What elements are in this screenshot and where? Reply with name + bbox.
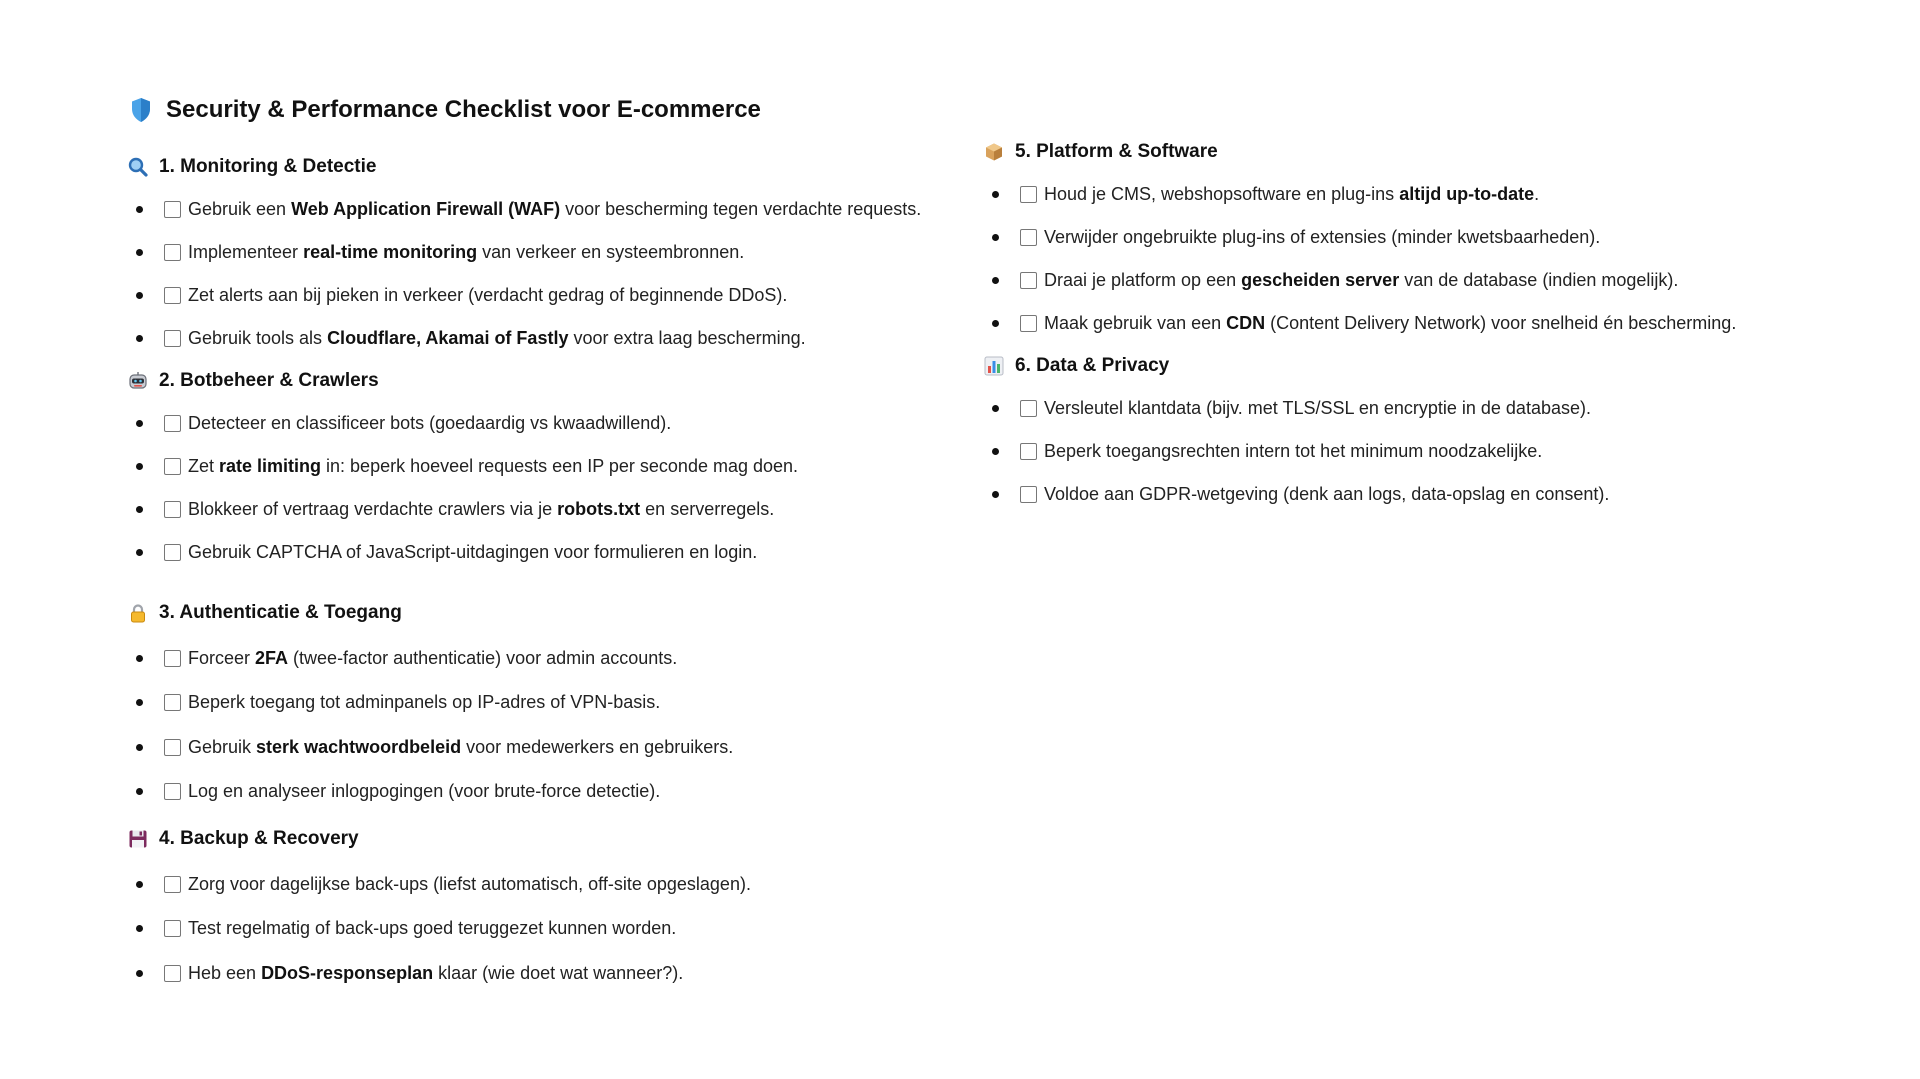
item-text-segment: (Content Delivery Network) voor snelheid én bescherming. [1265, 313, 1737, 333]
checklist-item [984, 173, 1736, 216]
item-text [1044, 313, 1736, 334]
item-text-segment: Forceer [188, 647, 256, 668]
bullet-icon [136, 655, 143, 662]
checklist-item [128, 188, 921, 231]
checklist-item [128, 488, 921, 531]
checklist-item [128, 231, 921, 274]
item-text [188, 648, 677, 669]
checklist-item [984, 387, 1736, 430]
item-text-segment: voor bescherming tegen verdachte requests. [560, 199, 922, 219]
item-text-segment: Gebruik [188, 736, 257, 757]
checkbox[interactable] [164, 330, 181, 347]
bullet-icon [136, 420, 143, 427]
checkbox[interactable] [164, 544, 181, 561]
checkbox[interactable] [1020, 272, 1037, 289]
item-text-segment: Zet [188, 456, 220, 476]
item-text [1044, 441, 1542, 462]
item-text-segment: en serverregels. [640, 499, 775, 519]
bullet-icon [992, 320, 999, 327]
checkbox[interactable] [1020, 486, 1037, 503]
item-text-segment: . [1534, 184, 1540, 204]
checklist [128, 862, 921, 996]
checklist-item [128, 681, 921, 726]
checkbox[interactable] [164, 244, 181, 261]
checklist-item [128, 531, 921, 574]
section-authenticatie [128, 598, 921, 814]
item-text-segment: Heb een [188, 962, 262, 983]
item-text-segment: Log en analyseer inlogpogingen (voor brute-force detectie). [188, 781, 661, 802]
item-text [1044, 484, 1609, 505]
bullet-icon [992, 405, 999, 412]
checklist-item [984, 430, 1736, 473]
item-text-segment: Houd je CMS, webshopsoftware en plug-ins [1044, 184, 1400, 204]
section-title: 3. Authenticatie & Toegang [159, 602, 402, 623]
item-text [188, 918, 676, 939]
bullet-icon [992, 191, 999, 198]
item-text-segment: Gebruik tools als [188, 328, 328, 348]
section-title: 5. Platform & Software [1015, 141, 1218, 162]
bullet-icon [136, 463, 143, 470]
bullet-icon [136, 699, 143, 706]
checklist-item [128, 951, 921, 996]
item-text-segment: Draai je platform op een [1044, 270, 1242, 290]
item-text [188, 499, 774, 520]
item-text-segment: (twee-factor authenticatie) voor admin accounts. [288, 647, 678, 668]
checkbox[interactable] [164, 965, 181, 982]
bullet-icon [136, 744, 143, 751]
item-text [1044, 227, 1600, 248]
item-text [188, 542, 757, 563]
item-text-segment: in: beperk hoeveel requests een IP per seconde mag doen. [321, 456, 799, 476]
item-text-emphasis: sterk wachtwoordbeleid [256, 736, 462, 757]
checklist-item [128, 907, 921, 952]
bullet-icon [136, 970, 143, 977]
checklist-item [128, 402, 921, 445]
item-text-segment: Zorg voor dagelijkse back-ups (liefst automatisch, off-site opgeslagen). [188, 873, 751, 894]
checkbox[interactable] [164, 287, 181, 304]
bullet-icon [136, 206, 143, 213]
item-text [188, 737, 733, 758]
section-title: 4. Backup & Recovery [159, 828, 359, 849]
item-text-segment: Beperk toegangsrechten intern tot het minimum noodzakelijke. [1044, 441, 1543, 461]
item-text [188, 242, 744, 263]
item-text-emphasis: DDoS-responseplan [261, 962, 434, 983]
item-text [188, 781, 660, 802]
section-platform [984, 137, 1736, 345]
item-text-segment: Versleutel klantdata (bijv. met TLS/SSL en encryptie in de database). [1044, 398, 1591, 418]
checkbox[interactable] [164, 783, 181, 800]
item-text-segment: Test regelmatig of back-ups goed teruggezet kunnen worden. [188, 918, 677, 939]
item-text [188, 874, 751, 895]
magnifier-icon [128, 157, 148, 177]
item-text-segment: Voldoe aan GDPR-wetgeving (denk aan logs, data-opslag en consent). [1044, 484, 1610, 504]
checkbox[interactable] [164, 739, 181, 756]
bullet-icon [992, 277, 999, 284]
section-data-privacy [984, 351, 1736, 516]
item-text-segment: Maak gebruik van een [1044, 313, 1227, 333]
checklist-item [984, 473, 1736, 516]
left-column [128, 152, 921, 996]
checklist [984, 173, 1736, 345]
checklist-item [984, 216, 1736, 259]
bullet-icon [992, 491, 999, 498]
item-text-segment: van verkeer en systeembronnen. [477, 242, 745, 262]
checkbox[interactable] [164, 694, 181, 711]
item-text-emphasis: Web Application Firewall (WAF) [291, 199, 561, 219]
checklist-item [128, 636, 921, 681]
checkbox[interactable] [164, 650, 181, 667]
item-text-segment: van de database (indien mogelijk). [1399, 270, 1679, 290]
item-text-segment: Detecteer en classificeer bots (goedaardig vs kwaadwillend). [188, 413, 672, 433]
item-text-segment: Gebruik een [188, 199, 292, 219]
checkbox[interactable] [164, 876, 181, 893]
item-text-emphasis: gescheiden server [1241, 270, 1400, 290]
bullet-icon [992, 234, 999, 241]
section-heading [984, 351, 1736, 381]
section-heading [128, 598, 921, 628]
checkbox[interactable] [164, 201, 181, 218]
checklist-item [128, 725, 921, 770]
bullet-icon [136, 335, 143, 342]
section-title: 1. Monitoring & Detectie [159, 156, 377, 177]
item-text-segment: Beperk toegang tot adminpanels op IP-adres of VPN-basis. [188, 692, 661, 713]
checklist-item [128, 274, 921, 317]
checkbox[interactable] [164, 458, 181, 475]
item-text [1044, 398, 1591, 419]
section-heading [984, 137, 1736, 167]
item-text-emphasis: Cloudflare, Akamai of Fastly [327, 328, 569, 348]
checklist-item [128, 862, 921, 907]
bullet-icon [136, 549, 143, 556]
bullet-icon [136, 881, 143, 888]
right-column [984, 137, 1736, 516]
checklist-item [128, 445, 921, 488]
package-icon [984, 142, 1004, 162]
page-header [130, 96, 761, 124]
robot-icon [128, 371, 148, 391]
shield-icon [130, 97, 152, 123]
item-text-emphasis: robots.txt [557, 499, 641, 519]
item-text-emphasis: 2FA [255, 647, 289, 668]
item-text [188, 285, 787, 306]
section-title: 2. Botbeheer & Crawlers [159, 370, 379, 391]
item-text-segment: Gebruik CAPTCHA of JavaScript-uitdagingen voor formulieren en login. [188, 542, 758, 562]
item-text [188, 692, 660, 713]
checklist [128, 402, 921, 574]
item-text [188, 456, 798, 477]
checklist-item [128, 317, 921, 360]
section-backup [128, 824, 921, 996]
item-text [188, 199, 921, 220]
section-heading [128, 366, 921, 396]
bullet-icon [136, 506, 143, 513]
bullet-icon [136, 249, 143, 256]
item-text-segment: voor extra laag bescherming. [568, 328, 806, 348]
section-monitoring [128, 152, 921, 360]
item-text-emphasis: altijd up-to-date [1399, 184, 1535, 204]
checkbox[interactable] [1020, 229, 1037, 246]
checkbox[interactable] [164, 501, 181, 518]
item-text-emphasis: CDN [1226, 313, 1266, 333]
page-title: Security & Performance Checklist voor E-commerce [166, 96, 761, 123]
lock-icon [128, 603, 148, 623]
item-text-segment: Verwijder ongebruikte plug-ins of extensies (minder kwetsbaarheden). [1044, 227, 1601, 247]
checklist-item [984, 259, 1736, 302]
checkbox[interactable] [1020, 315, 1037, 332]
item-text-segment: Blokkeer of vertraag verdachte crawlers via je [188, 499, 558, 519]
checklist [128, 188, 921, 360]
section-heading [128, 824, 921, 854]
checkbox[interactable] [1020, 443, 1037, 460]
bar-chart-icon [984, 356, 1004, 376]
floppy-disk-icon [128, 829, 148, 849]
checkbox[interactable] [1020, 186, 1037, 203]
item-text [1044, 184, 1539, 205]
section-heading [128, 152, 921, 182]
item-text-segment: voor medewerkers en gebruikers. [461, 736, 734, 757]
item-text-segment: Implementeer [188, 242, 304, 262]
bullet-icon [136, 292, 143, 299]
bullet-icon [992, 448, 999, 455]
section-botbeheer [128, 366, 921, 574]
item-text-emphasis: rate limiting [219, 456, 322, 476]
checkbox[interactable] [1020, 400, 1037, 417]
checkbox[interactable] [164, 415, 181, 432]
bullet-icon [136, 788, 143, 795]
checklist-item [984, 302, 1736, 345]
item-text-segment: klaar (wie doet wat wanneer?). [433, 962, 684, 983]
item-text [188, 963, 683, 984]
item-text [188, 328, 806, 349]
item-text [1044, 270, 1678, 291]
section-title: 6. Data & Privacy [1015, 355, 1170, 376]
bullet-icon [136, 925, 143, 932]
item-text [188, 413, 671, 434]
item-text-segment: Zet alerts aan bij pieken in verkeer (verdacht gedrag of beginnende DDoS). [188, 285, 788, 305]
checklist [128, 636, 921, 814]
checklist [984, 387, 1736, 516]
item-text-emphasis: real-time monitoring [303, 242, 478, 262]
checkbox[interactable] [164, 920, 181, 937]
checklist-item [128, 770, 921, 815]
